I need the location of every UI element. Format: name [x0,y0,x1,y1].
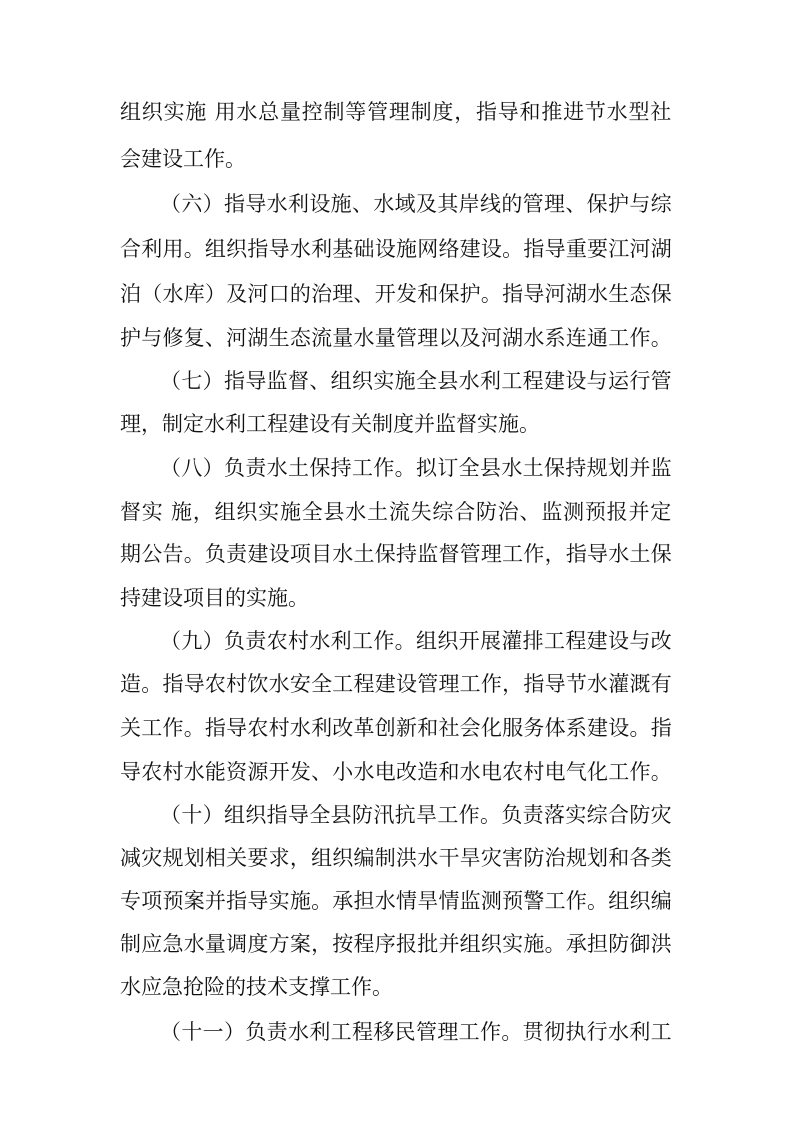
text-line [0,448,793,488]
text-line [0,184,793,224]
line-text: 会建设工作。 [120,147,246,171]
text-line [0,838,793,878]
line-text: 护与修复、河湖生态流量水量管理以及河湖水系连通工作。 [120,326,672,350]
text-line [0,139,793,179]
line-text: 持建设项目的实施。 [120,586,309,610]
text-line [0,795,793,835]
line-text: 组织实施 用水总量控制等管理制度，指导和推进节水型社 [120,100,673,124]
text-line [0,924,793,964]
text-line [0,92,793,132]
line-text: 减灾规划相关要求，组织编制洪水干旱灾害防治规划和各类 [120,846,672,870]
text-line [0,621,793,661]
line-text: 关工作。指导农村水利改革创新和社会化服务体系建设。指 [120,716,672,740]
line-text: （十一）负责水利工程移民管理工作。贯彻执行水利工 [160,1020,672,1044]
line-text: 水应急抢险的技术支撑工作。 [120,975,393,999]
line-text: 理，制定水利工程建设有关制度并监督实施。 [120,412,540,436]
line-text: 泊（水库）及河口的治理、开发和保护。指导河湖水生态保 [120,282,672,306]
line-text: 造。指导农村饮水安全工程建设管理工作，指导节水灌溉有 [120,672,672,696]
text-line [0,708,793,748]
line-text: （七）指导监督、组织实施全县水利工程建设与运行管 [160,369,672,393]
text-line [0,361,793,401]
line-text: （九）负责农村水利工作。组织开展灌排工程建设与改 [160,629,672,653]
line-text: 督实 施，组织实施全县水土流失综合防治、监测预报并定 [120,500,673,524]
line-text: 合利用。组织指导水利基础设施网络建设。指导重要江河湖 [120,237,672,261]
line-text: 专项预案并指导实施。承担水情旱情监测预警工作。组织编 [120,889,672,913]
text-line [0,1012,793,1052]
text-line [0,492,793,532]
text-line [0,274,793,314]
text-line [0,229,793,269]
text-line [0,752,793,792]
text-line [0,534,793,574]
text-line [0,318,793,358]
text-line [0,881,793,921]
text-line [0,578,793,618]
line-text: 导农村水能资源开发、小水电改造和水电农村电气化工作。 [120,760,672,784]
line-text: （十）组织指导全县防汛抗旱工作。负责落实综合防灾 [160,803,672,827]
text-line [0,404,793,444]
line-text: （六）指导水利设施、水域及其岸线的管理、保护与综 [160,192,672,216]
text-line [0,664,793,704]
line-text: （八）负责水土保持工作。拟订全县水土保持规划并监 [160,456,672,480]
line-text: 制应急水量调度方案，按程序报批并组织实施。承担防御洪 [120,932,672,956]
line-text: 期公告。负责建设项目水土保持监督管理工作，指导水土保 [120,542,672,566]
text-line [0,967,793,1007]
